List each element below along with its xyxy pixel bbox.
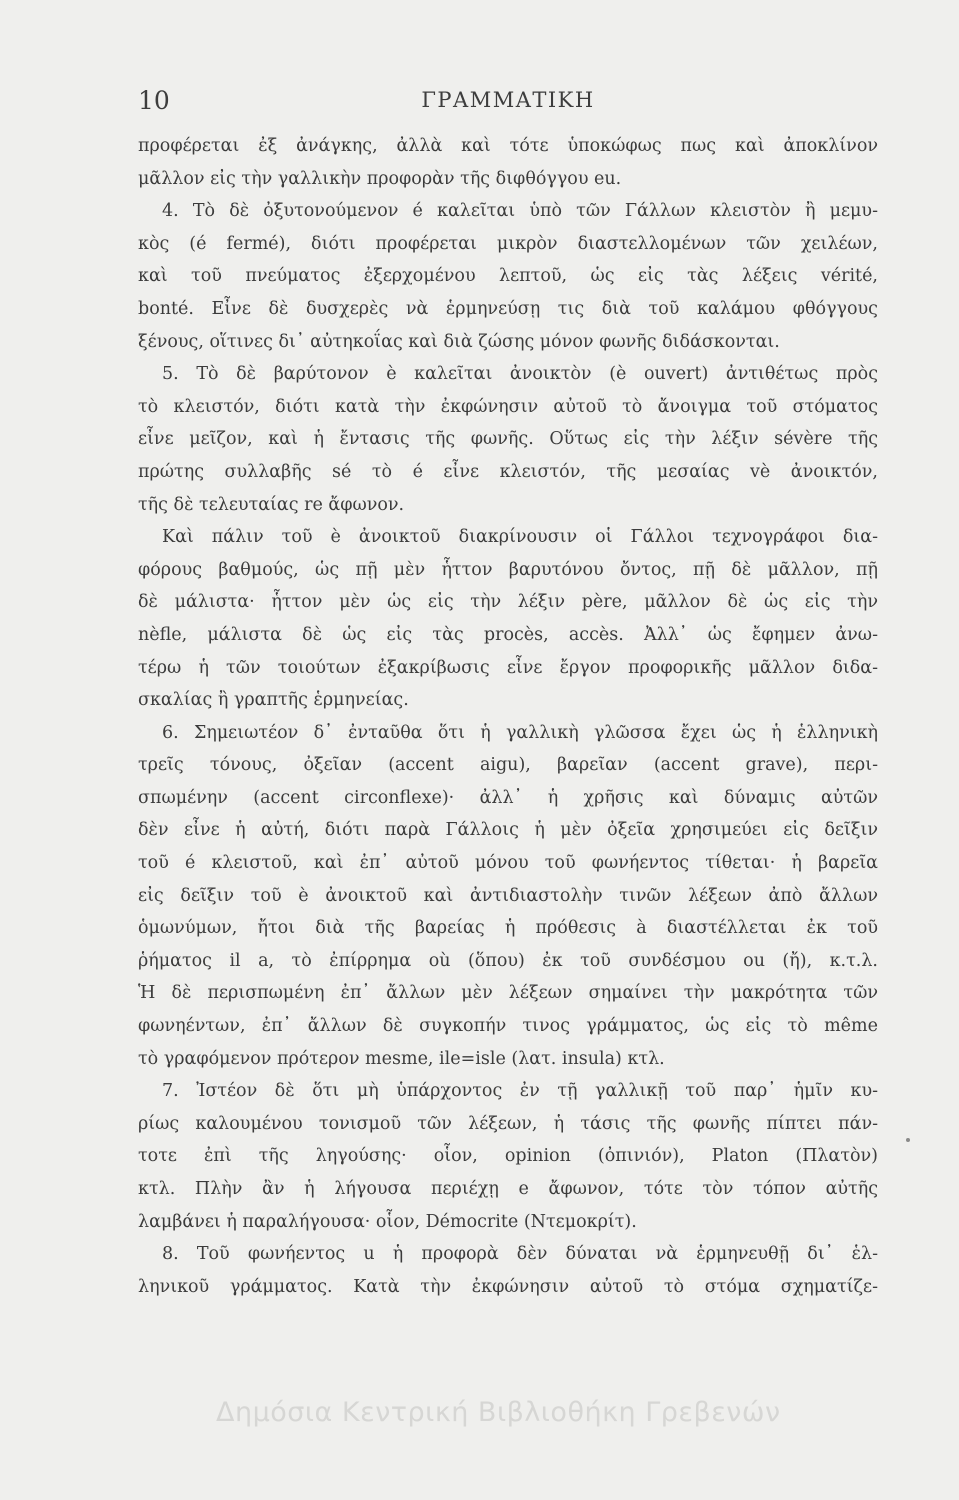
text-line: τοῦ é κλειστοῦ, καὶ ἐπ᾽ αὐτοῦ μόνου τοῦ φωνήεντος τίθεται· ἡ βαρεῖα bbox=[138, 853, 878, 874]
text-line: 7. Ἰστέον δὲ ὅτι μὴ ὑπάρχοντος ἐν τῇ γαλλικῇ τοῦ παρ᾽ ἡμῖν κυ- bbox=[162, 1081, 878, 1102]
running-title: ΓΡΑΜΜΑΤΙΚΗ bbox=[421, 88, 595, 112]
text-line: ξένους, οἵτινες δι᾽ αὐτηκοΐας καὶ διὰ ζώσης μόνον φωνῆς διδάσκονται. bbox=[138, 331, 780, 352]
text-line: Ἡ δὲ περισπωμένη ἐπ᾽ ἄλλων μὲν λέξεων σημαίνει τὴν μακρότητα τῶν bbox=[138, 983, 878, 1004]
text-line: προφέρεται ἐξ ἀνάγκης, ἀλλὰ καὶ τότε ὑποκώφως πως καὶ ἀποκλίνον bbox=[138, 136, 878, 156]
text-line: πρώτης συλλαβῆς sé τὸ é εἶνε κλειστόν, τῆς μεσαίας vè ἀνοικτόν, bbox=[138, 461, 878, 482]
text-line: 8. Τοῦ φωνήεντος u ἡ προφορὰ δὲν δύναται νὰ ἑρμηνευθῇ δι᾽ ἑλ- bbox=[162, 1244, 878, 1265]
text-line: κὸς (é fermé), διότι προφέρεται μικρὸν διαστελλομένων τῶν χειλέων, bbox=[138, 233, 878, 254]
text-line: λαμβάνει ἡ παραλήγουσα· οἷον, Démocrite (Ντεμοκρίτ). bbox=[138, 1211, 637, 1232]
text-line: 6. Σημειωτέον δ᾽ ἐνταῦθα ὅτι ἡ γαλλικὴ γλῶσσα ἔχει ὡς ἡ ἑλληνικὴ bbox=[162, 722, 878, 743]
page-number: 10 bbox=[138, 86, 170, 115]
text-line: ὁμωνύμων, ἤτοι διὰ τῆς βαρείας ἡ πρόθεσις à διαστέλλεται ἐκ τοῦ bbox=[138, 918, 878, 939]
text-line: φωνηέντων, ἐπ᾽ ἄλλων δὲ συγκοπήν τινος γράμματος, ὡς εἰς τὸ même bbox=[138, 1016, 878, 1037]
library-watermark: Δημόσια Κεντρική Βιβλιοθήκη Γρεβενών bbox=[216, 1397, 781, 1428]
body-text bbox=[138, 130, 878, 1303]
text-line: τέρω ἡ τῶν τοιούτων ἐξακρίβωσις εἶνε ἔργον προφορικῆς μᾶλλον διδα- bbox=[138, 657, 878, 678]
text-line: τοτε ἐπὶ τῆς ληγούσης· οἷον, opinion (ὀπινιόν), Platon (Πλατὸν) bbox=[138, 1146, 878, 1167]
text-line: 5. Τὸ δὲ βαρύτονον è καλεῖται ἀνοικτὸν (è ouvert) ἀντιθέτως πρὸς bbox=[162, 364, 878, 385]
text-line: εἰς δεῖξιν τοῦ è ἀνοικτοῦ καὶ ἀντιδιαστολὴν τινῶν λέξεων ἀπὸ ἄλλων bbox=[138, 885, 878, 906]
text-line: bonté. Εἶνε δὲ δυσχερὲς νὰ ἑρμηνεύσῃ τις διὰ τοῦ καλάμου φθόγγους bbox=[138, 298, 878, 319]
margin-mark bbox=[906, 1138, 910, 1142]
text-line: κτλ. Πλὴν ἂν ἡ λήγουσα περιέχῃ e ἄφωνον, τότε τὸν τόπον αὐτῆς bbox=[138, 1179, 878, 1199]
text-line: 4. Τὸ δὲ ὀξυτονούμενον é καλεῖται ὑπὸ τῶν Γάλλων κλειστὸν ἢ μεμυ- bbox=[162, 201, 878, 222]
text-line: ρίως καλουμένου τονισμοῦ τῶν λέξεων, ἡ τάσις τῆς φωνῆς πίπτει πάν- bbox=[138, 1113, 878, 1134]
text-line: ληνικοῦ γράμματος. Κατὰ τὴν ἐκφώνησιν αὐτοῦ τὸ στόμα σχηματίζε- bbox=[138, 1276, 878, 1297]
text-line: εἶνε μεῖζον, καὶ ἡ ἔντασις τῆς φωνῆς. Οὕτως εἰς τὴν λέξιν sévère τῆς bbox=[138, 429, 878, 450]
text-line: τῆς δὲ τελευταίας re ἄφωνον. bbox=[138, 494, 405, 515]
text-line: σκαλίας ἢ γραπτῆς ἑρμηνείας. bbox=[138, 690, 409, 711]
text-line: σπωμένην (accent circonflexe)· ἀλλ᾽ ἡ χρῆσις καὶ δύναμις αὐτῶν bbox=[138, 787, 878, 808]
text-line: nèfle, μάλιστα δὲ ὡς εἰς τὰς procès, accès. Ἀλλ᾽ ὡς ἔφημεν ἀνω- bbox=[138, 624, 878, 645]
text-line: τρεῖς τόνους, ὀξεῖαν (accent aigu), βαρεῖαν (accent grave), περι- bbox=[138, 755, 878, 776]
text-line: τὸ κλειστόν, διότι κατὰ τὴν ἐκφώνησιν αὐτοῦ τὸ ἄνοιγμα τοῦ στόματος bbox=[138, 396, 878, 417]
text-line: ῥήματος il a, τὸ ἐπίρρημα où (ὅπου) ἐκ τοῦ συνδέσμου ou (ἤ), κ.τ.λ. bbox=[138, 950, 878, 971]
text-line: φόρους βαθμούς, ὡς πῇ μὲν ἧττον βαρυτόνου ὄντος, πῇ δὲ μᾶλλον, πῇ bbox=[138, 559, 878, 580]
page-header bbox=[138, 86, 878, 120]
text-line: δὲν εἶνε ἡ αὐτή, διότι παρὰ Γάλλοις ἡ μὲν ὀξεῖα χρησιμεύει εἰς δεῖξιν bbox=[138, 820, 878, 841]
text-line: Καὶ πάλιν τοῦ è ἀνοικτοῦ διακρίνουσιν οἱ Γάλλοι τεχνογράφοι δια- bbox=[162, 527, 878, 548]
text-line: μᾶλλον εἰς τὴν γαλλικὴν προφορὰν τῆς διφθόγγου eu. bbox=[138, 168, 622, 189]
text-line: καὶ τοῦ πνεύματος ἐξερχομένου λεπτοῦ, ὡς εἰς τὰς λέξεις vérité, bbox=[138, 266, 878, 287]
text-line: τὸ γραφόμενον πρότερον mesme, ile=isle (λατ. insula) κτλ. bbox=[138, 1048, 665, 1069]
text-line: δὲ μάλιστα· ἧττον μὲν ὡς εἰς τὴν λέξιν père, μᾶλλον δὲ ὡς εἰς τὴν bbox=[138, 592, 878, 613]
